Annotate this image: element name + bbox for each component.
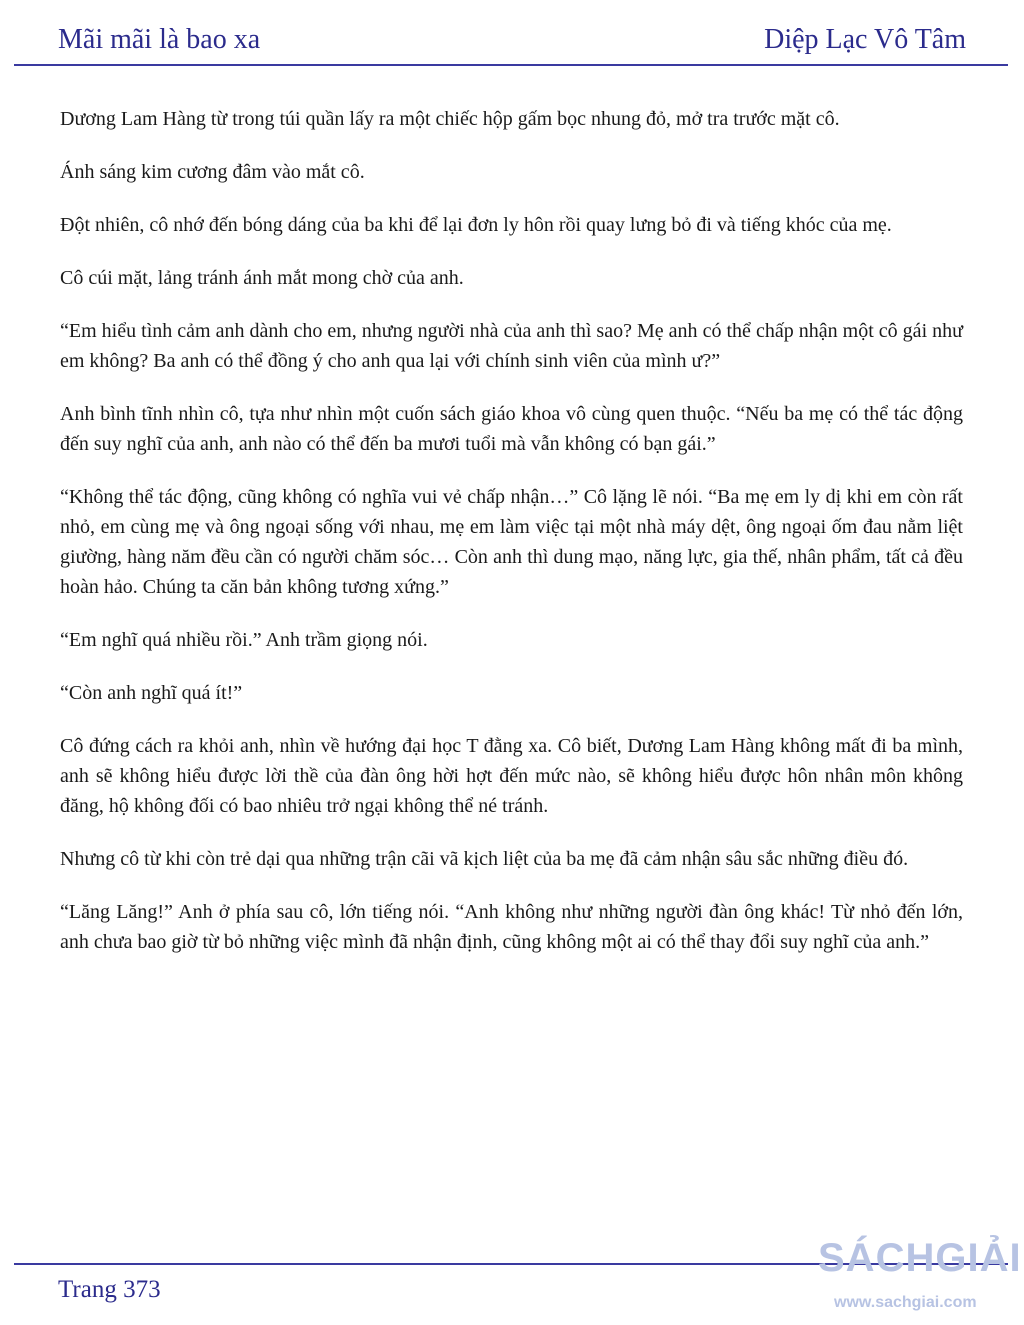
paragraph: “Em hiểu tình cảm anh dành cho em, nhưng người nhà của anh thì sao? Mẹ anh có thể chấp nhận một cô gái như em không? Ba anh có thể đồng ý cho anh qua lại với chính sinh viên của mình ư?” — [60, 320, 963, 372]
book-author: Diệp Lạc Vô Tâm — [764, 24, 966, 55]
watermark-url: www.sachgiai.com — [834, 1294, 977, 1311]
paragraph: Cô đứng cách ra khỏi anh, nhìn về hướng đại học T đằng xa. Cô biết, Dương Lam Hàng không mất đi ba mình, anh sẽ không hiểu được lời thề của đàn ông hời hợt đến mức nào, sẽ không hiểu được hôn nhân môn không đăng, hộ không đối có bao nhiêu trở ngại không thể né tránh. — [60, 735, 963, 817]
paragraph: Ánh sáng kim cương đâm vào mắt cô. — [60, 161, 365, 183]
paragraph: Anh bình tĩnh nhìn cô, tựa như nhìn một cuốn sách giáo khoa vô cùng quen thuộc. “Nếu ba mẹ có thể tác động đến suy nghĩ của anh, anh nào có thể đến ba mươi tuổi mà vẫn không có bạn gái.” — [60, 403, 963, 455]
page-header — [58, 24, 966, 60]
paragraph: “Lăng Lăng!” Anh ở phía sau cô, lớn tiếng nói. “Anh không như những người đàn ông khác! Từ nhỏ đến lớn, anh chưa bao giờ từ bỏ những việc mình đã nhận định, cũng không một ai có thể thay đổi suy nghĩ của anh.” — [60, 901, 963, 953]
paragraph: “Không thể tác động, cũng không có nghĩa vui vẻ chấp nhận…” Cô lặng lẽ nói. “Ba mẹ em ly dị khi em còn rất nhỏ, em cùng mẹ và ông ngoại sống với nhau, mẹ em làm việc tại một nhà máy dệt, ông ngoại ốm đau nằm liệt giường, hàng năm đều cần có người chăm sóc… Còn anh thì dung mạo, năng lực, gia thế, nhân phẩm, tất cả đều hoàn hảo. Chúng ta căn bản không tương xứng.” — [60, 486, 963, 598]
paragraph: “Còn anh nghĩ quá ít!” — [60, 682, 243, 704]
paragraph: Dương Lam Hàng từ trong túi quần lấy ra một chiếc hộp gấm bọc nhung đỏ, mở tra trước mặt cô. — [60, 108, 840, 130]
header-divider — [14, 64, 1008, 66]
paragraph: Đột nhiên, cô nhớ đến bóng dáng của ba khi để lại đơn ly hôn rồi quay lưng bỏ đi và tiếng khóc của mẹ. — [60, 214, 892, 236]
watermark-logo: SÁCHGIẢI — [818, 1236, 1022, 1280]
paragraph: Nhưng cô từ khi còn trẻ dại qua những trận cãi vã kịch liệt của ba mẹ đã cảm nhận sâu sắc những điều đó. — [60, 848, 909, 870]
page-number: Trang 373 — [58, 1276, 161, 1303]
watermark — [812, 1228, 1022, 1318]
paragraph: Cô cúi mặt, lảng tránh ánh mắt mong chờ của anh. — [60, 267, 464, 289]
page-body — [60, 104, 963, 980]
paragraph: “Em nghĩ quá nhiều rồi.” Anh trầm giọng nói. — [60, 629, 428, 651]
book-title: Mãi mãi là bao xa — [58, 24, 261, 55]
